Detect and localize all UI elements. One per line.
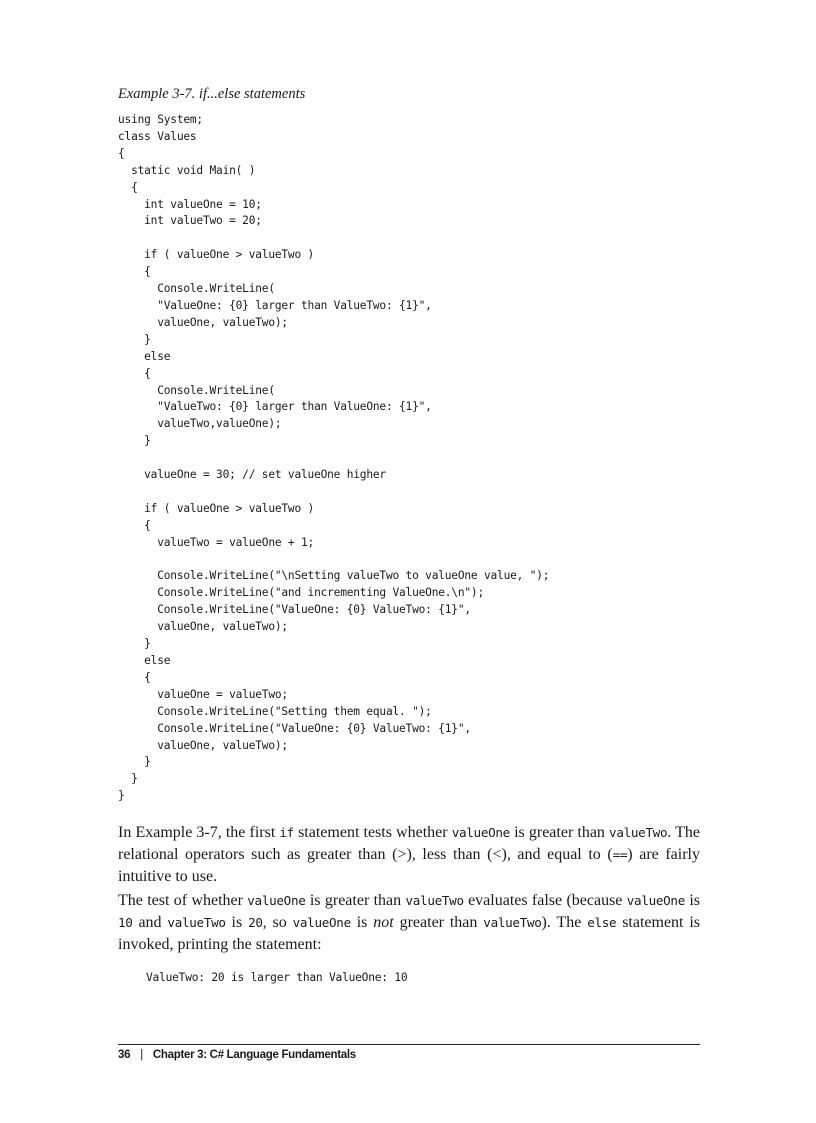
code-line: Console.WriteLine("\nSetting valueTwo to valueOne value, "); <box>118 569 550 583</box>
inline-code: else <box>587 915 617 930</box>
emphasis: not <box>373 914 394 931</box>
code-line <box>118 450 700 467</box>
code-line: else <box>118 654 171 667</box>
code-line <box>118 484 700 501</box>
page-footer <box>118 1044 700 1061</box>
code-line: Console.WriteLine("Setting them equal. "); <box>118 704 432 718</box>
code-line: { <box>118 518 151 532</box>
code-line: if ( valueOne > valueTwo ) <box>118 501 315 515</box>
code-line: } <box>118 332 151 346</box>
code-line: } <box>118 772 138 786</box>
inline-code: valueOne <box>451 825 510 840</box>
inline-code: valueOne <box>626 893 685 908</box>
code-line: "ValueOne: {0} larger than ValueTwo: {1}", <box>118 298 432 312</box>
code-line: valueOne = 30; // set valueOne higher <box>118 468 386 482</box>
code-line: valueOne, valueTwo); <box>118 315 288 329</box>
code-line: { <box>118 670 151 684</box>
code-line: Console.WriteLine("ValueOne: {0} ValueTwo: {1}", <box>118 603 471 617</box>
code-line: Console.WriteLine( <box>118 282 275 296</box>
page-body <box>118 84 701 984</box>
code-line: Console.WriteLine("and incrementing ValueOne.\n"); <box>118 586 484 600</box>
page-number: 36 <box>118 1049 131 1061</box>
code-line: { <box>118 265 151 279</box>
inline-code: valueTwo <box>609 825 668 840</box>
code-line: "ValueTwo: {0} larger than ValueOne: {1}", <box>118 400 432 414</box>
code-line: if ( valueOne > valueTwo ) <box>118 248 315 262</box>
code-line <box>118 552 700 569</box>
example-caption: Example 3-7. if...else statements <box>118 86 306 102</box>
inline-code: 10 <box>118 915 133 930</box>
code-line: else <box>118 349 171 363</box>
chapter-title: Chapter 3: C# Language Fundamentals <box>152 1049 356 1061</box>
code-line: valueOne = valueTwo; <box>118 687 288 701</box>
code-line: { <box>118 146 125 160</box>
code-line: } <box>118 755 151 769</box>
code-line: using System; <box>118 113 203 126</box>
paragraph-2: The test of whether valueOne is greater than valueTwo evaluates false (because valueOne is 10 and valueTwo is 20, so valueOne is not greater than valueTwo). The else statement is invoked, printing the statement: <box>118 892 701 953</box>
code-listing <box>118 112 700 805</box>
paragraph-1: In Example 3-7, the first if statement tests whether valueOne is greater than valueTwo. The relational operators such as greater than (>), less than (<), and equal to (==) are fairly intuitive to use. <box>118 824 700 885</box>
code-line: } <box>118 434 151 448</box>
code-line: { <box>118 366 151 380</box>
code-line: valueTwo = valueOne + 1; <box>118 535 315 549</box>
inline-code: valueTwo <box>405 893 464 908</box>
code-line: valueTwo,valueOne); <box>118 417 282 431</box>
inline-code: valueTwo <box>483 915 542 930</box>
inline-code: if <box>279 825 294 840</box>
inline-code: valueTwo <box>167 915 226 930</box>
code-line: { <box>118 180 138 194</box>
code-line: static void Main( ) <box>118 163 256 177</box>
code-line: class Values <box>118 129 197 143</box>
inline-code: 20 <box>248 915 263 930</box>
inline-code: valueOne <box>247 893 306 908</box>
code-line: } <box>118 789 125 803</box>
code-line <box>118 230 700 247</box>
code-line: Console.WriteLine( <box>118 383 275 397</box>
code-line: valueOne, valueTwo); <box>118 738 288 752</box>
inline-code: == <box>612 847 628 862</box>
code-line: } <box>118 637 151 651</box>
inline-code: valueOne <box>292 915 351 930</box>
program-output: ValueTwo: 20 is larger than ValueOne: 10 <box>146 971 408 984</box>
code-line: valueOne, valueTwo); <box>118 620 288 634</box>
code-line: int valueTwo = 20; <box>118 214 262 228</box>
code-line: int valueOne = 10; <box>118 197 262 211</box>
code-line: Console.WriteLine("ValueOne: {0} ValueTwo: {1}", <box>118 721 471 735</box>
footer-separator: | <box>140 1049 143 1061</box>
